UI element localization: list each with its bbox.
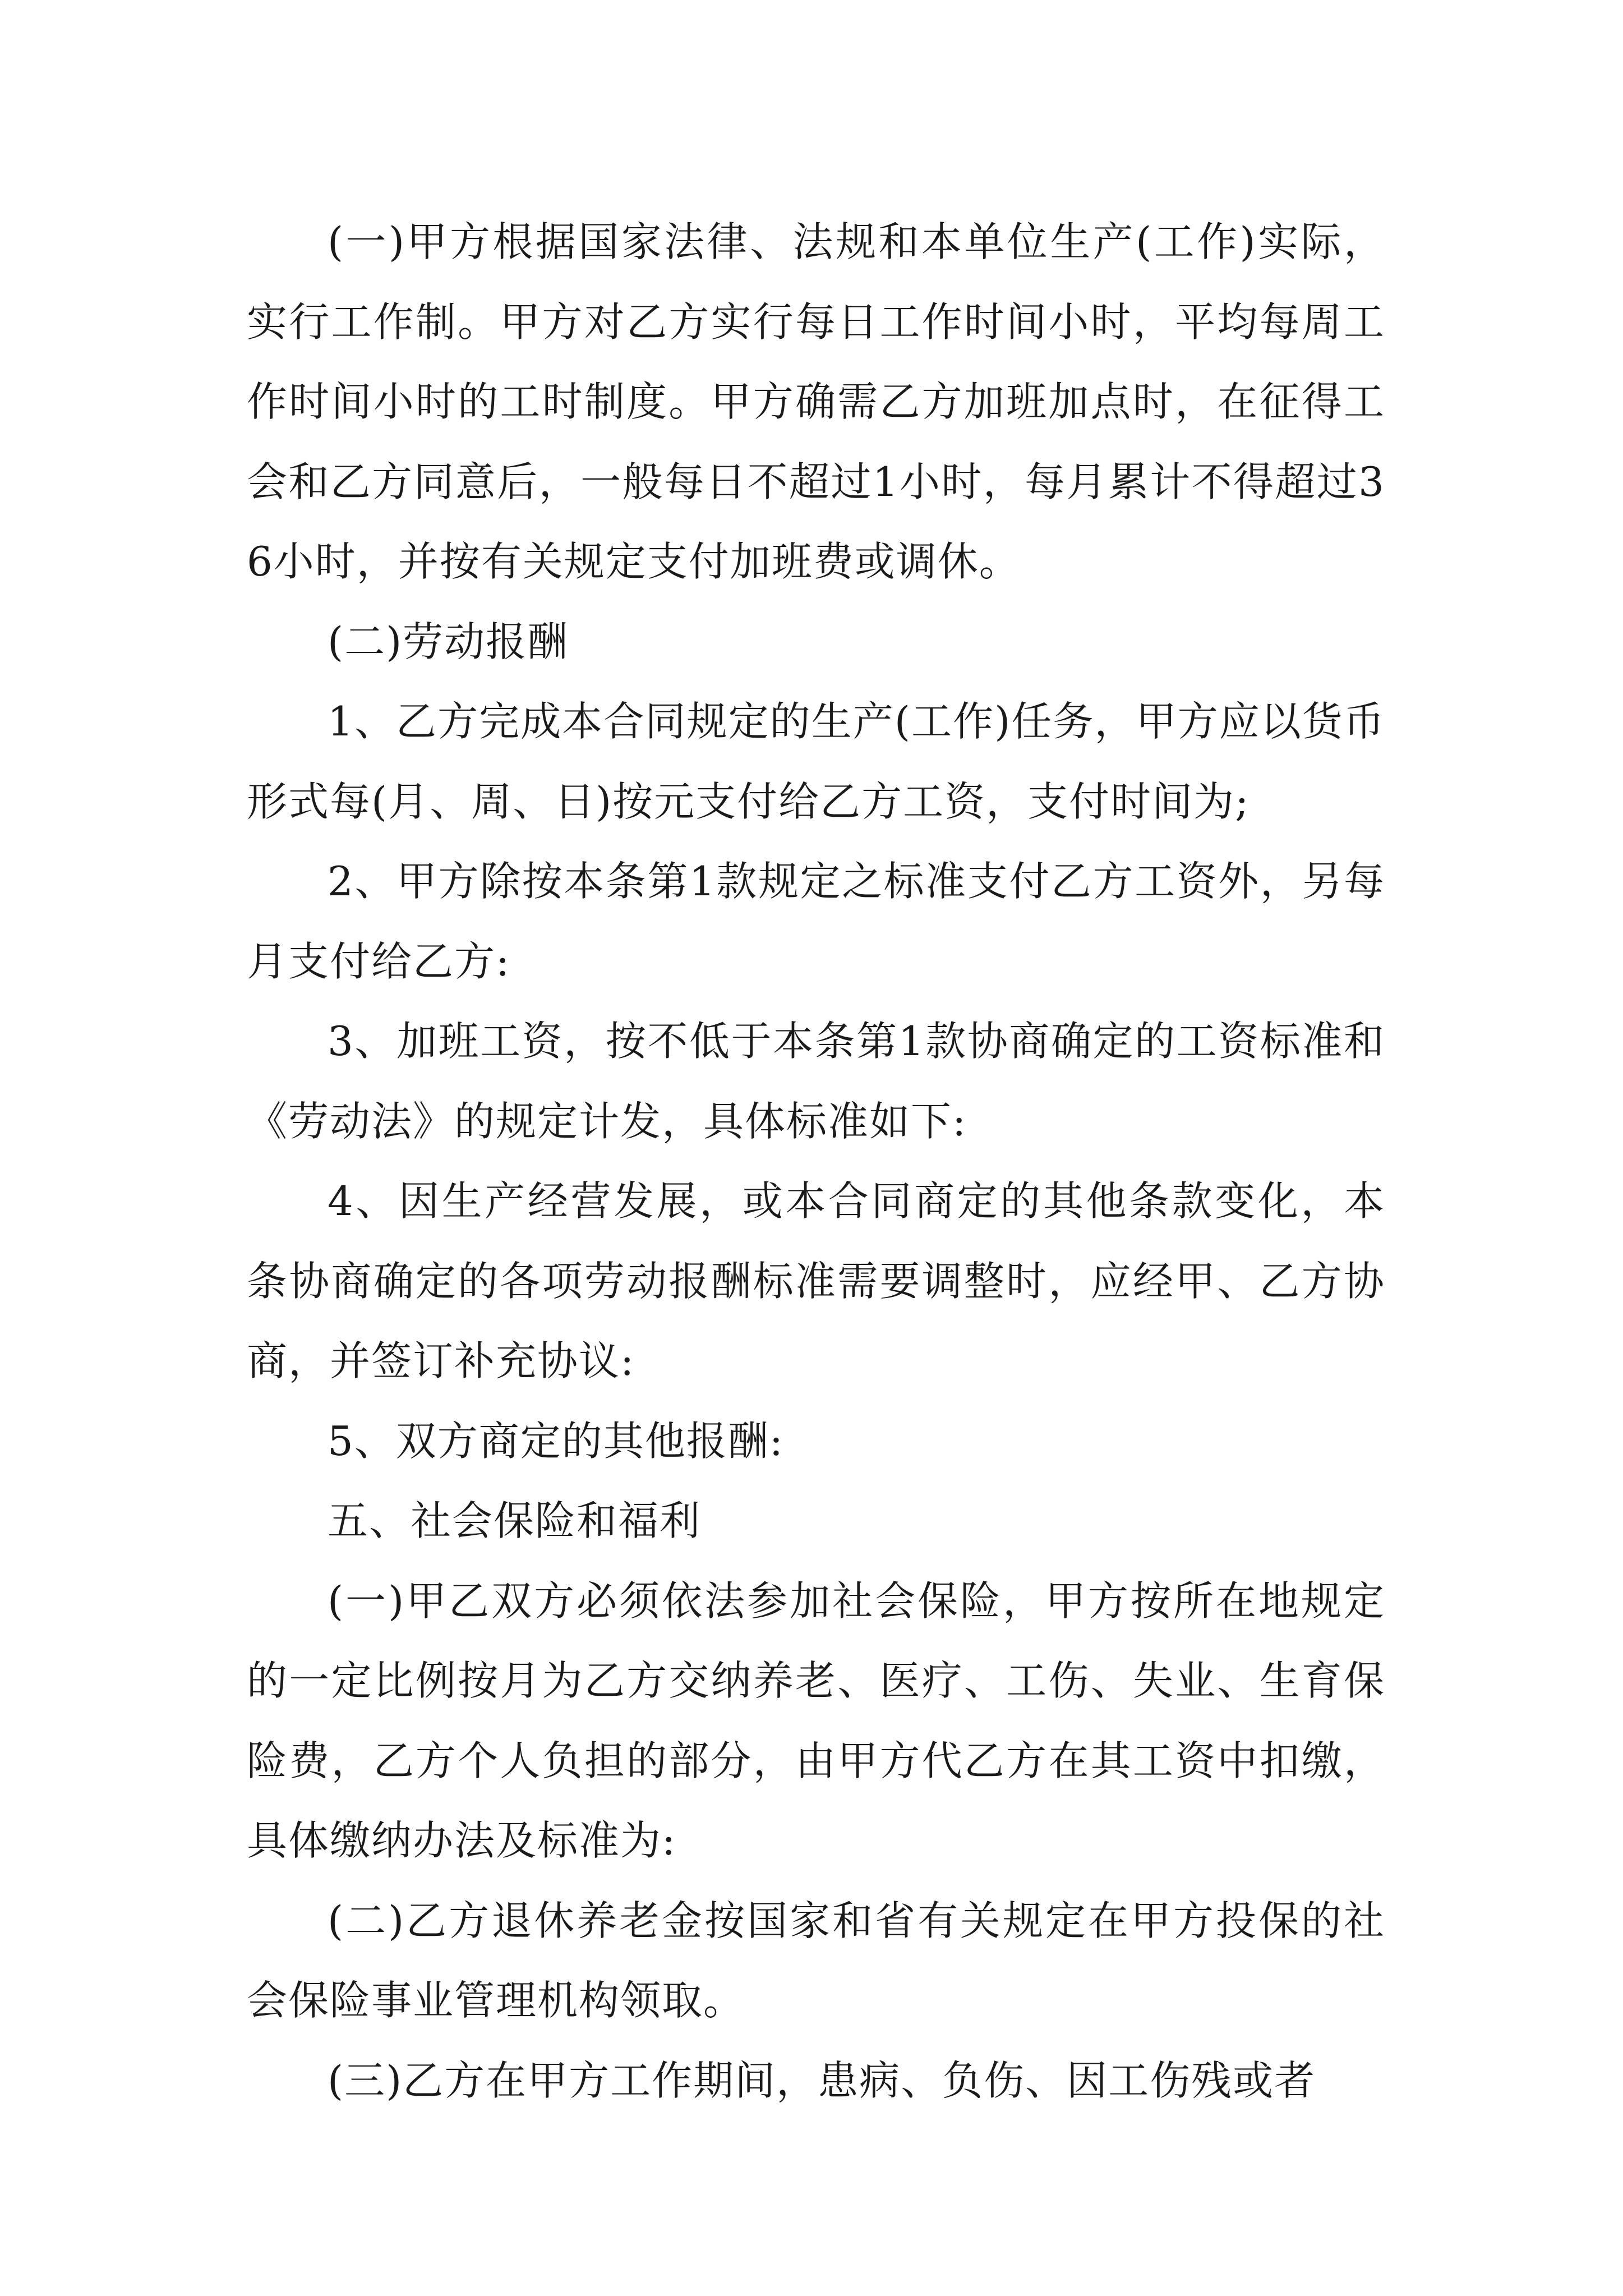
heading-social-insurance: 五、社会保险和福利 — [328, 1497, 702, 1544]
paragraph-remuneration-2: 2、甲方除按本条第1款规定之标准支付乙方工资外，另每月支付给乙方: — [247, 858, 1385, 985]
paragraph-insurance-2: (二)乙方退休养老金按国家和省有关规定在甲方投保的社会保险事业管理机构领取。 — [247, 1897, 1385, 2024]
paragraph-working-hours: (一)甲方根据国家法律、法规和本单位生产(工作)实际，实行工作制。甲方对乙方实行每日工作时间小时，平均每周工作时间小时的工时制度。甲方确需乙方加班加点时，在征得工会和乙方同意后，一般每日不超过1小时，每月累计不得超过36小时，并按有关规定支付加班费或调休。 — [247, 218, 1385, 585]
paragraph-remuneration-1: 1、乙方完成本合同规定的生产(工作)任务，甲方应以货币形式每(月、周、日)按元支付给乙方工资，支付时间为; — [247, 698, 1385, 825]
paragraph-insurance-1: (一)甲乙双方必须依法参加社会保险，甲方按所在地规定的一定比例按月为乙方交纳养老、医疗、工伤、失业、生育保险费，乙方个人负担的部分，由甲方代乙方在其工资中扣缴，具体缴纳办法及标准为: — [247, 1577, 1385, 1864]
paragraph-insurance-3: (三)乙方在甲方工作期间，患病、负伤、因工伤残或者 — [328, 2056, 1316, 2104]
paragraph-remuneration-3: 3、加班工资，按不低于本条第1款协商确定的工资标准和《劳动法》的规定计发，具体标准如下: — [247, 1018, 1385, 1145]
paragraph-remuneration-5: 5、双方商定的其他报酬: — [328, 1417, 785, 1465]
document-body — [247, 202, 1385, 2120]
heading-labor-remuneration: (二)劳动报酬 — [328, 618, 569, 665]
paragraph-remuneration-4: 4、因生产经营发展，或本合同商定的其他条款变化，本条协商确定的各项劳动报酬标准需要调整时，应经甲、乙方协商，并签订补充协议: — [247, 1177, 1385, 1384]
